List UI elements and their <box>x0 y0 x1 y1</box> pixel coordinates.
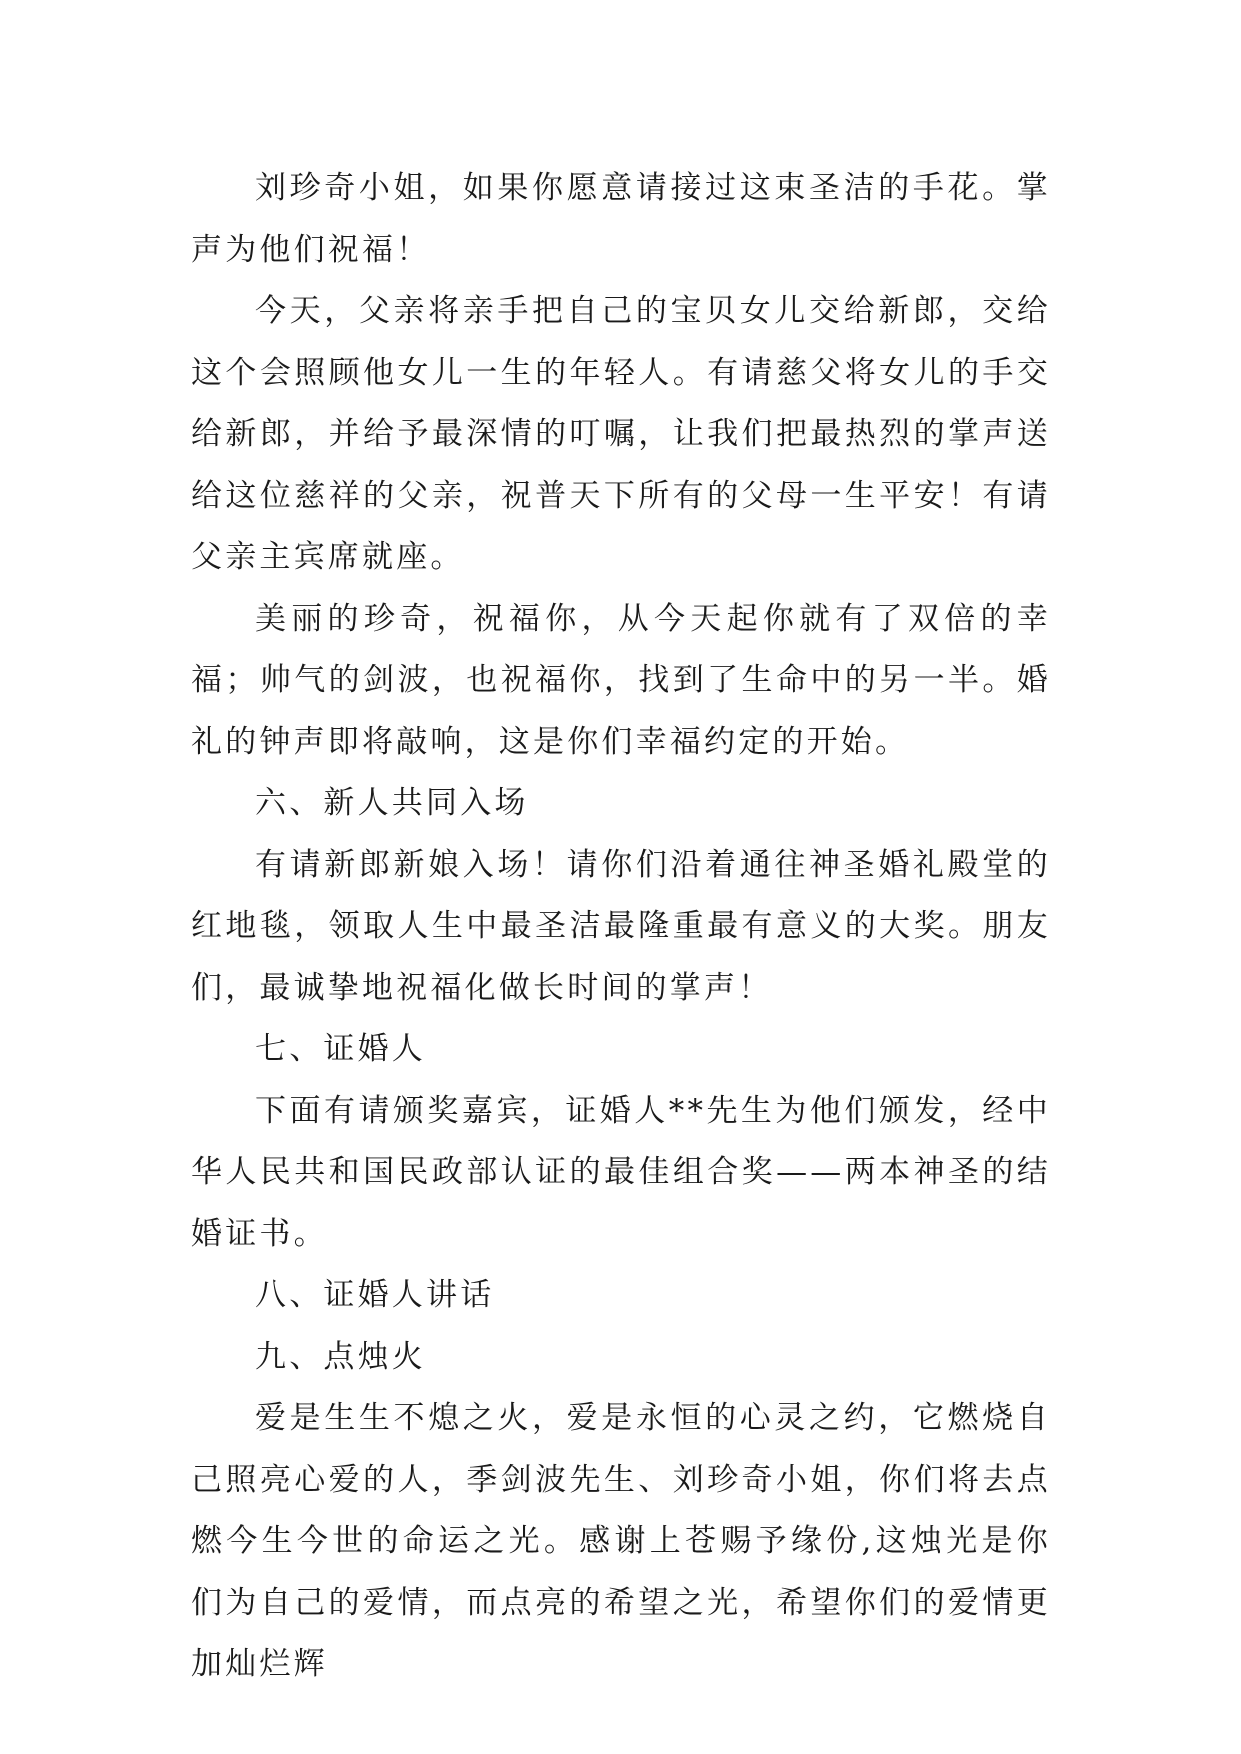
section-heading-entrance: 六、新人共同入场 <box>255 785 529 821</box>
paragraph-blessing: 美丽的珍奇，祝福你，从今天起你就有了双倍的幸福；帅气的剑波，也祝福你，找到了生命中的另一半。婚礼的钟声即将敲响，这是你们幸福约定的开始。 <box>191 600 1051 760</box>
paragraph-candle: 爱是生生不熄之火，爱是永恒的心灵之约，它燃烧自己照亮心爱的人，季剑波先生、刘珍奇小姐，你们将去点燃今生今世的命运之光。感谢上苍赐予缘份,这烛光是你们为自己的爱情，而点亮的希望之光，希望你们的爱情更加灿烂辉 <box>191 1400 1051 1682</box>
paragraph-father-handover: 今天，父亲将亲手把自己的宝贝女儿交给新郎，交给这个会照顾他女儿一生的年轻人。有请慈父将女儿的手交给新郎，并给予最深情的叮嘱，让我们把最热烈的掌声送给这位慈祥的父亲，祝普天下所有的父母一生平安！有请父亲主宾席就座。 <box>191 293 1051 575</box>
section-heading-candle: 九、点烛火 <box>255 1338 426 1375</box>
section-heading-witness-speech: 八、证婚人讲话 <box>255 1277 495 1313</box>
paragraph-bouquet: 刘珍奇小姐，如果你愿意请接过这束圣洁的手花。掌声为他们祝福！ <box>191 170 1051 268</box>
section-heading-witness: 七、证婚人 <box>255 1031 426 1067</box>
paragraph-witness: 下面有请颁奖嘉宾，证婚人**先生为他们颁发，经中华人民共和国民政部认证的最佳组合奖——两本神圣的结婚证书。 <box>191 1092 1051 1252</box>
paragraph-entrance: 有请新郎新娘入场！请你们沿着通往神圣婚礼殿堂的红地毯，领取人生中最圣洁最隆重最有意义的大奖。朋友们，最诚挚地祝福化做长时间的掌声！ <box>191 846 1051 1006</box>
document-body <box>191 158 1051 1696</box>
